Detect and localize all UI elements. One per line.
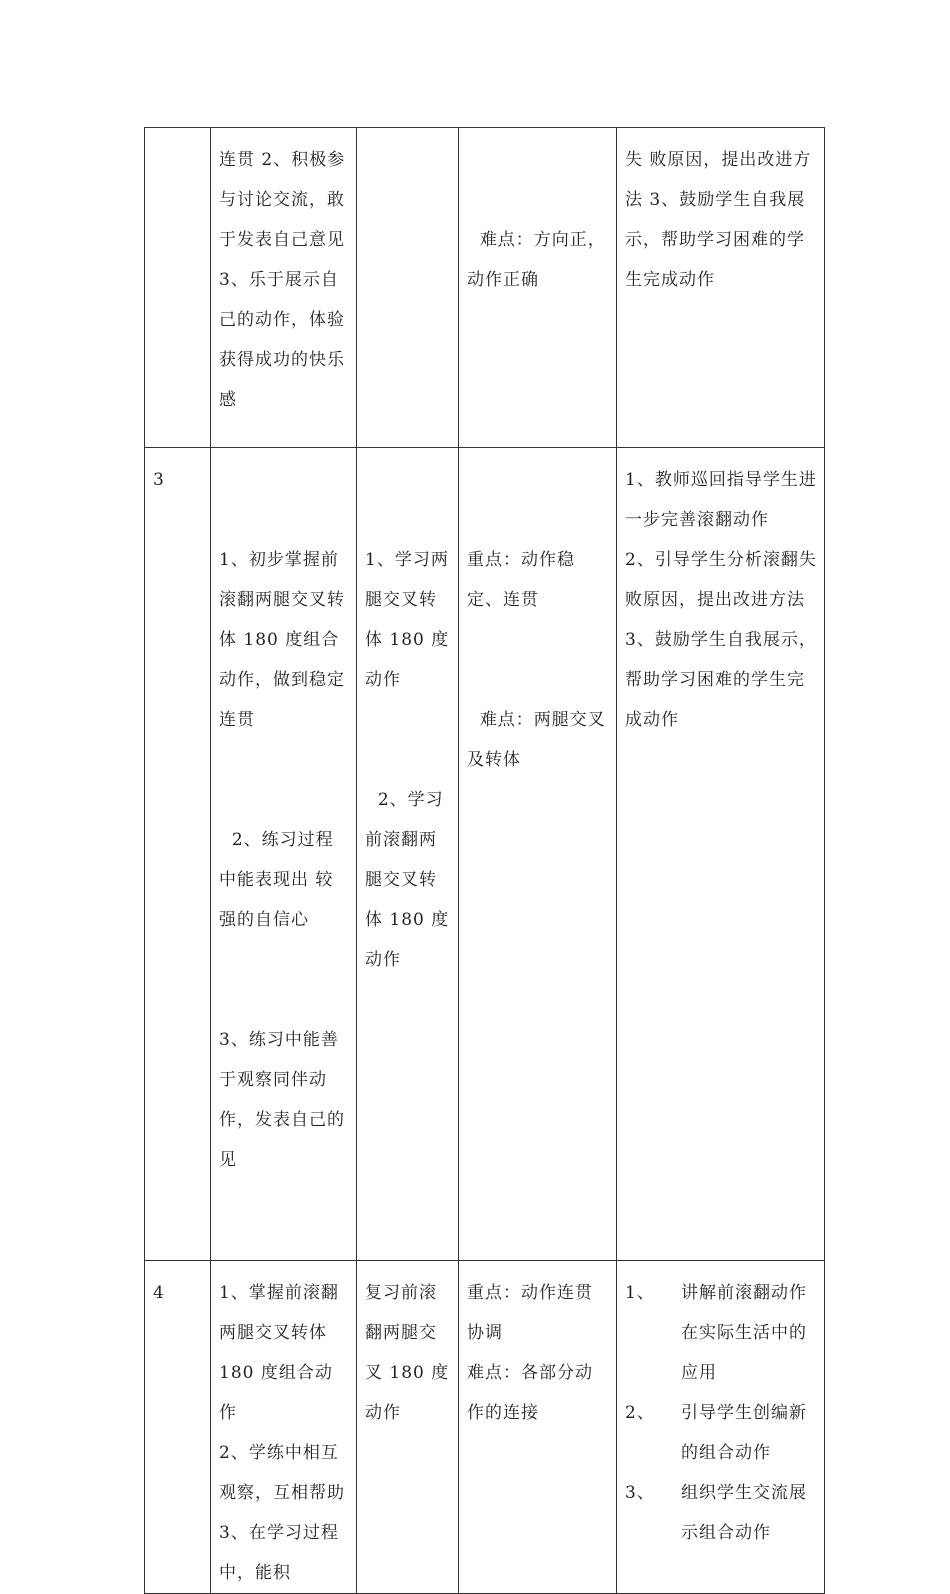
methods-item-number: 3、 [625,1483,655,1503]
keypoints-cell [459,1261,617,1594]
methods-item [625,1273,818,1393]
methods-item [625,1473,818,1553]
methods-cell [617,448,825,1261]
methods-item-text: 讲解前滚翻动作在实际生活中的应用 [681,1283,807,1383]
keypoints-cell [459,448,617,1261]
keypoints-line: 重点：动作稳定、连贯 [467,550,575,610]
methods-cell [617,1261,825,1594]
goals-line: 3、练习中能善于观察同伴动作，发表自己的见 [219,1030,345,1170]
lesson-number-cell: 3 [145,448,211,1261]
lesson-number-cell [145,128,211,448]
goals-line: 2、练习过程中能表现出 较强的自信心 [219,830,334,930]
keypoints-cell [459,128,617,448]
goals-line: 1、初步掌握前滚翻两腿交叉转体 180 度组合动作，做到稳定连贯 [219,550,345,730]
content-cell [357,448,459,1261]
methods-item [625,1393,818,1473]
goals-line: 3、乐于展示自己的动作，体验获得成功的快乐感 [219,270,345,410]
methods-item-text: 引导学生创编新的组合动作 [681,1403,807,1463]
content-line: 2、学习前滚翻两腿交叉转体 180 度动作 [365,790,450,970]
methods-item-number: 1、 [625,1283,655,1303]
keypoints-line: 难点：方向正，动作正确 [467,230,606,290]
methods-item-number: 2、 [625,1403,655,1423]
content-line: 1、学习两腿交叉转体 180 度 动作 [365,550,456,690]
content-cell: 复习前滚翻两腿交叉 180 度动作 [357,1261,459,1594]
table-row [145,1261,825,1594]
methods-line: 1、教师巡回指导学生进 一步完善滚翻动作 [625,470,817,530]
methods-line: 2、引导学生分析滚翻失败原因，提出改进方法 3、鼓励学生自我展示，帮助学习困难的学生完 成动作 [625,550,817,730]
goals-line: 连贯 2、积极参与讨论交流，敢于发表自己意见 [219,150,346,250]
methods-cell [617,128,825,448]
goals-cell [211,1261,357,1594]
lesson-number-cell: 4 [145,1261,211,1594]
keypoints-line: 重点：动作连贯协调 [467,1283,593,1343]
lesson-plan-table [144,127,825,1594]
goals-line: 2、学练中相互观察，互相帮助 3、在学习过程中，能积 [219,1443,345,1583]
table-row [145,448,825,1261]
table-row [145,128,825,448]
goals-cell [211,448,357,1261]
keypoints-line: 难点：两腿交叉 及转体 [467,710,613,770]
goals-line: 1、掌握前滚翻两腿交叉转体 180 度组合动作 [219,1283,339,1423]
keypoints-line: 难点：各部分动作的连接 [467,1363,593,1423]
goals-cell [211,128,357,448]
methods-line: 失 败原因，提出改进方法 3、鼓励学生自我展示，帮助学习困难的学生完成动作 [625,150,812,290]
methods-item-text: 组织学生交流展示组合动作 [681,1483,807,1543]
content-cell [357,128,459,448]
